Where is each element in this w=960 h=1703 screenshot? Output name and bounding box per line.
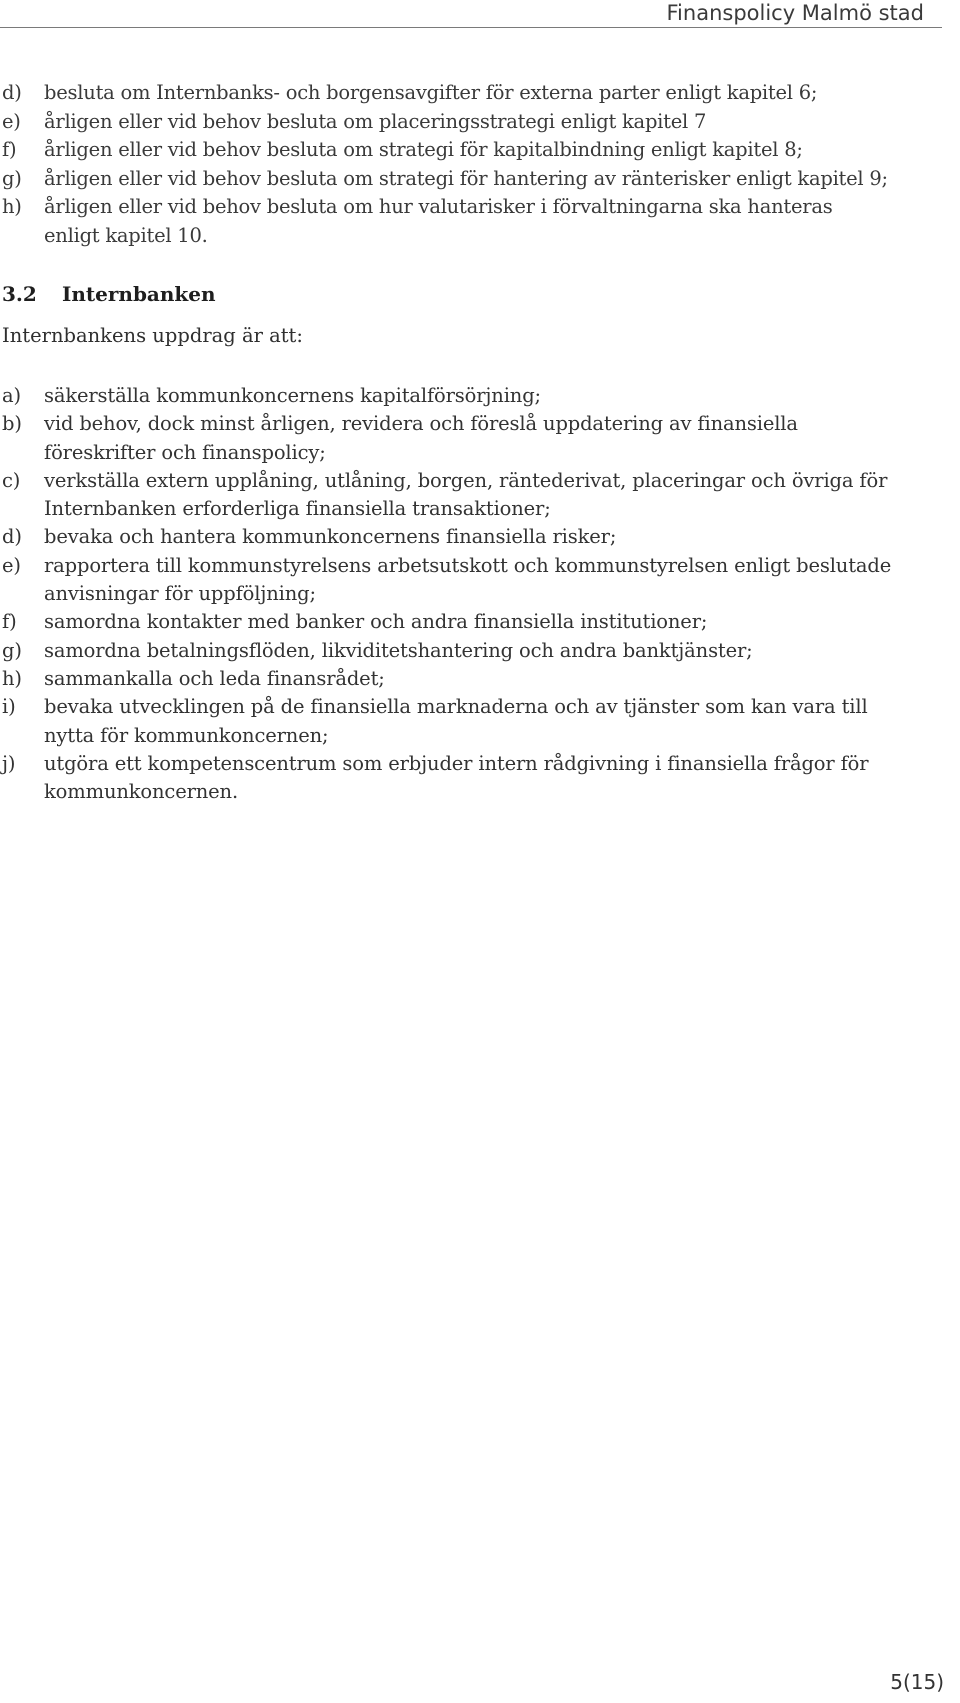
list-item bbox=[0, 165, 935, 194]
list-item-text: årligen eller vid behov besluta om hur valutarisker i förvaltningarna ska hanteras bbox=[44, 195, 833, 218]
list-item-text: samordna kontakter med banker och andra finansiella institutioner; bbox=[44, 610, 708, 634]
list-item-text-continued: Internbanken erforderliga finansiella transaktioner; bbox=[44, 497, 551, 521]
list-item-text: verkställa extern upplåning, utlåning, borgen, räntederivat, placeringar och övriga för bbox=[44, 468, 888, 492]
list-marker: a) bbox=[2, 384, 21, 407]
list-item bbox=[0, 382, 935, 410]
section-title: Internbanken bbox=[62, 282, 216, 306]
list-marker: j) bbox=[2, 751, 16, 775]
section-heading bbox=[2, 280, 216, 308]
page-number: 5(15) bbox=[890, 1670, 944, 1694]
page-header bbox=[0, 0, 942, 28]
list-item-text-continued: anvisningar för uppföljning; bbox=[44, 582, 316, 606]
list-item bbox=[0, 108, 935, 137]
list-item-text: utgöra ett kompetenscentrum som erbjuder intern rådgivning i finansiella frågor för bbox=[44, 751, 869, 775]
list-item-text-continued: kommunkoncernen. bbox=[44, 780, 239, 804]
list-item bbox=[0, 750, 935, 807]
list-item bbox=[0, 552, 935, 609]
list-item-text: årligen eller vid behov besluta om strategi för hantering av ränterisker enligt kapitel 9; bbox=[44, 166, 888, 190]
list-item-text: säkerställa kommunkoncernens kapitalförsörjning; bbox=[44, 384, 541, 407]
list-item bbox=[0, 608, 935, 636]
list-item-text: årligen eller vid behov besluta om strategi för kapitalbindning enligt kapitel 8; bbox=[44, 138, 803, 161]
list-marker: f) bbox=[2, 138, 17, 161]
list-item-text: årligen eller vid behov besluta om placeringsstrategi enligt kapitel 7 bbox=[44, 109, 707, 133]
list-item-text: vid behov, dock minst årligen, revidera och föreslå uppdatering av finansiella bbox=[44, 412, 798, 436]
list-item-text: sammankalla och leda finansrådet; bbox=[44, 666, 385, 690]
list-marker: g) bbox=[2, 638, 22, 662]
list-item bbox=[0, 193, 935, 250]
list-item bbox=[0, 467, 935, 524]
list-marker: h) bbox=[2, 195, 22, 218]
list-item-text: rapportera till kommunstyrelsens arbetsutskott och kommunstyrelsen enligt beslutade bbox=[44, 553, 892, 577]
list-marker: b) bbox=[2, 412, 22, 436]
section-intro: Internbankens uppdrag är att: bbox=[2, 324, 303, 347]
list-marker: i) bbox=[2, 695, 16, 719]
list-marker: g) bbox=[2, 166, 22, 190]
list-item-text: bevaka och hantera kommunkoncernens finansiella risker; bbox=[44, 525, 617, 549]
list-marker: d) bbox=[2, 525, 22, 549]
list-item-text: bevaka utvecklingen på de finansiella marknaderna och av tjänster som kan vara till bbox=[44, 695, 868, 719]
list-item-text-continued: föreskrifter och finanspolicy; bbox=[44, 440, 326, 464]
list-marker: h) bbox=[2, 666, 22, 690]
list-marker: e) bbox=[2, 553, 21, 577]
list-item bbox=[0, 693, 935, 750]
list-item-text-continued: enligt kapitel 10. bbox=[44, 223, 208, 247]
list-marker: f) bbox=[2, 610, 17, 634]
internbank-task-list bbox=[0, 382, 935, 806]
list-item bbox=[0, 523, 935, 551]
section-number: 3.2 bbox=[2, 282, 37, 306]
list-item bbox=[0, 136, 935, 165]
list-item bbox=[0, 79, 935, 108]
list-item bbox=[0, 410, 935, 467]
list-marker: d) bbox=[2, 81, 22, 104]
list-item-text-continued: nytta för kommunkoncernen; bbox=[44, 723, 329, 747]
decision-list-continued bbox=[0, 79, 935, 250]
list-marker: c) bbox=[2, 468, 21, 492]
list-item-text: besluta om Internbanks- och borgensavgifter för externa parter enligt kapitel 6; bbox=[44, 81, 818, 104]
list-item bbox=[0, 665, 935, 693]
list-item bbox=[0, 637, 935, 665]
list-item-text: samordna betalningsflöden, likviditetshantering och andra banktjänster; bbox=[44, 638, 753, 662]
list-marker: e) bbox=[2, 109, 21, 133]
document-title: Finanspolicy Malmö stad bbox=[666, 1, 924, 25]
